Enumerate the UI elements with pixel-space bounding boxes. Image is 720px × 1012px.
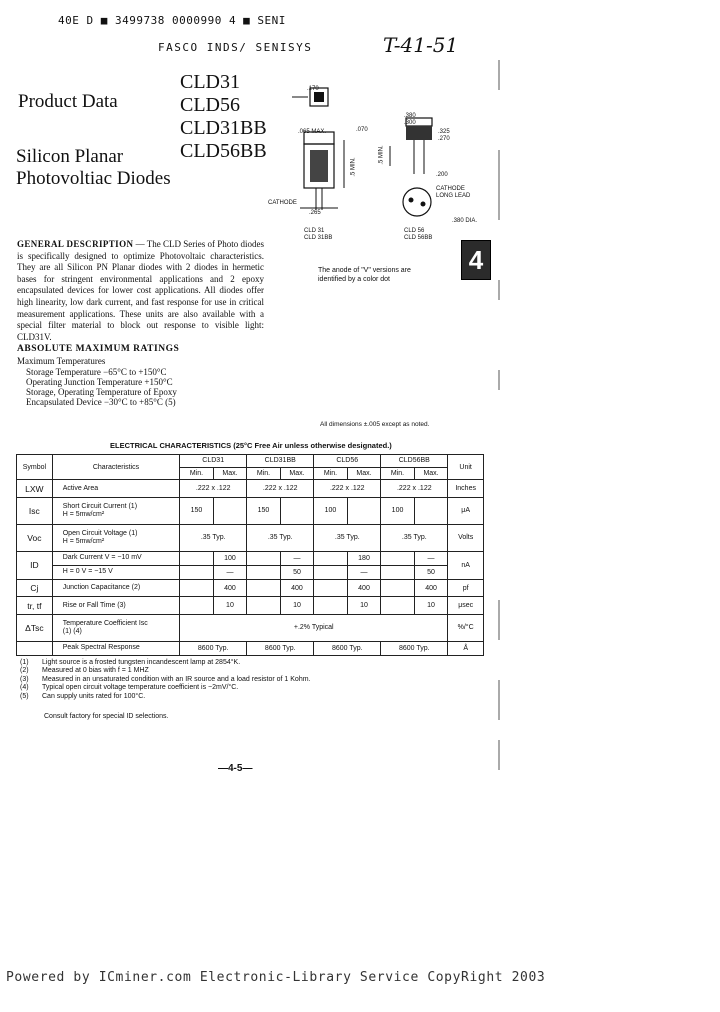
part-label: CLD 31: [304, 228, 325, 234]
cell-symbol: Voc: [17, 524, 53, 551]
table-row: [17, 524, 484, 551]
dim-label: .265: [309, 210, 321, 216]
cell-value: 50: [414, 565, 448, 579]
footnote-number: (5): [20, 692, 29, 700]
table-row: [17, 565, 484, 579]
cell-value: .222 x .122: [180, 480, 247, 497]
footnote: [20, 684, 311, 692]
cell-value: 180: [347, 551, 381, 565]
cell-value: —: [347, 565, 381, 579]
rating-row: Storage Temperature −65°C to +150°C: [26, 367, 167, 377]
dim-label: .200: [436, 172, 448, 178]
cell-symbol: ID: [17, 551, 53, 579]
footnotes: [20, 659, 311, 701]
cell-unit: μA: [448, 497, 484, 524]
cell-value: 10: [347, 597, 381, 614]
header-min: Min.: [314, 467, 347, 480]
part-label: CLD 31BB: [304, 235, 333, 241]
general-description-text: — The CLD Series of Photo diodes is specifically designed to optimize Photovoltaic characteristics. They are all Silicon PN Planar diodes with 2 diodes in hermetic bases for stringent environmental applications and 2 epoxy encapsulated devices for lower cost applications. All diodes offer high linearity, low dark current, and fast response for use in critical measurement applications. These units are also available with a special filter material to block out response to visible light: CLD31V.: [17, 239, 265, 342]
part-number: CLD31: [180, 71, 240, 93]
dim-label: .070: [356, 127, 368, 133]
cell-unit: Volts: [448, 524, 484, 551]
table-row: [17, 597, 484, 614]
dim-label: .5 MIN.: [350, 157, 357, 177]
header-group: CLD31BB: [247, 455, 314, 468]
table-row: [17, 480, 484, 497]
document-title-line-1: Silicon Planar: [16, 146, 124, 167]
cell-symbol: tr, tf: [17, 597, 53, 614]
cell-symbol: Cj: [17, 579, 53, 596]
footnote-text: Typical open circuit voltage temperature coefficient is −2mV/°C.: [42, 684, 239, 692]
cell-value: 400: [414, 579, 448, 596]
electrical-characteristics-table: [16, 454, 484, 656]
cell-value: 100: [213, 551, 247, 565]
part-number: CLD31BB: [180, 117, 267, 139]
header-min: Min.: [247, 467, 280, 480]
rating-row: Encapsulated Device −30°C to +85°C (5): [26, 397, 176, 407]
product-data-label: Product Data: [18, 91, 118, 112]
ratings-heading: ABSOLUTE MAXIMUM RATINGS: [17, 344, 180, 354]
part-number: CLD56BB: [180, 140, 267, 162]
footnote-text: Light source is a frosted tungsten incandescent lamp at 2854°K.: [42, 659, 241, 666]
cell-unit: pf: [448, 579, 484, 596]
cld56-package-drawing: [380, 110, 480, 230]
footnote: [20, 693, 311, 701]
cell-value: 10: [414, 597, 448, 614]
footnote: [20, 667, 311, 675]
cell-value: 50: [280, 565, 314, 579]
footnote: [20, 676, 311, 684]
rating-row: Operating Junction Temperature +150°C: [26, 377, 173, 387]
dim-label: .5 MIN.: [378, 145, 385, 165]
cell-unit: μsec: [448, 597, 484, 614]
characteristic-line: H = 5mw/cm²: [62, 537, 105, 545]
header-group: CLD56: [314, 455, 381, 468]
cell-value: .35 Typ.: [247, 524, 314, 551]
scan-margin-marks: [494, 0, 504, 770]
footnote-number: (1): [20, 659, 29, 666]
dimensions-note: All dimensions ±.005 except as noted.: [320, 421, 430, 428]
table-row: [17, 579, 484, 596]
handwritten-note: T-41-51: [383, 33, 459, 57]
header-max: Max.: [414, 467, 448, 480]
cell-unit: %/°C: [448, 614, 484, 641]
characteristic-line: Temperature Coefficient Isc: [62, 619, 148, 627]
footnote-number: (4): [20, 684, 29, 692]
dim-label: .325: [438, 129, 450, 135]
dim-label: .380: [404, 113, 416, 119]
cell-value: 100: [314, 497, 347, 524]
header-max: Max.: [280, 467, 314, 480]
cell-value: .35 Typ.: [381, 524, 448, 551]
characteristic-line: Open Circuit Voltage (1): [62, 529, 138, 537]
footnote-text: Measured in an unsaturated condition with an IR source and a load resistor of 1 Kohm.: [42, 675, 311, 683]
cell-value: .222 x .122: [314, 480, 381, 497]
dim-label: .380 DIA.: [452, 218, 478, 224]
cell-characteristic: Active Area: [52, 480, 179, 497]
cell-value: 8600 Typ.: [314, 641, 381, 655]
cell-value: —: [280, 551, 314, 565]
dim-label: .065 MAX.: [298, 129, 327, 135]
header-characteristics: Characteristics: [52, 455, 179, 480]
cell-value: —: [414, 551, 448, 565]
part-label: CLD 56BB: [404, 235, 433, 241]
header-group: CLD56BB: [381, 455, 448, 468]
cell-characteristic: [52, 524, 179, 551]
footnote: [20, 659, 311, 667]
cell-characteristic: Junction Capacitance (2): [52, 579, 179, 596]
cld31-package-drawing: [270, 80, 390, 240]
cell-value: .222 x .122: [247, 480, 314, 497]
cell-unit: Å: [448, 641, 484, 655]
table-title: ELECTRICAL CHARACTERISTICS (25°C Free Air unless otherwise designated.): [110, 441, 392, 450]
footnote-number: (3): [20, 675, 29, 683]
header-symbol: Symbol: [17, 455, 53, 480]
cell-value: 100: [381, 497, 414, 524]
cell-unit: Inches: [448, 480, 484, 497]
table-row: [17, 551, 484, 565]
dim-label: .300: [404, 120, 416, 126]
characteristic-line: (1) (4): [62, 627, 82, 635]
cathode-label: LONG LEAD: [436, 193, 471, 199]
cell-value: —: [213, 565, 247, 579]
dim-label: .170: [307, 86, 319, 92]
cell-symbol: ΔTsc: [17, 614, 53, 641]
cell-unit: nA: [448, 551, 484, 579]
cell-value: 8600 Typ.: [247, 641, 314, 655]
cell-value: .35 Typ.: [314, 524, 381, 551]
table-header-row: [17, 455, 484, 468]
cell-value: .222 x .122: [381, 480, 448, 497]
footnote-text: Can supply units rated for 100°C.: [42, 692, 146, 700]
section-badge: [461, 240, 491, 280]
part-number-list: [180, 71, 267, 163]
cell-value: 8600 Typ.: [180, 641, 247, 655]
cell-characteristic: H = 0 V = −15 V: [52, 565, 179, 579]
cell-value: .35 Typ.: [180, 524, 247, 551]
anode-note: The anode of "V" versions are identified by a color dot: [318, 267, 411, 283]
general-description: [17, 239, 264, 343]
table-row: [17, 614, 484, 641]
cathode-label: CATHODE: [268, 200, 297, 206]
cell-value: 10: [280, 597, 314, 614]
table-row: [17, 497, 484, 524]
header-min: Min.: [381, 467, 414, 480]
header-code-line: 40E D ■ 3499738 0000990 4 ■ SENI: [58, 14, 286, 27]
cell-value: 150: [247, 497, 280, 524]
cell-characteristic: [52, 614, 179, 641]
cell-characteristic: Rise or Fall Time (3): [52, 597, 179, 614]
cell-characteristic: [52, 497, 179, 524]
cell-value: 400: [347, 579, 381, 596]
ratings-subheading: Maximum Temperatures: [17, 356, 106, 366]
characteristic-line: Short Circuit Current (1): [62, 502, 138, 510]
footnote-number: (2): [20, 667, 29, 675]
badge-label: 4: [468, 245, 484, 275]
header-company: FASCO INDS/ SENISYS: [158, 41, 313, 54]
header-max: Max.: [213, 467, 247, 480]
cell-value: 400: [280, 579, 314, 596]
part-label: CLD 56: [404, 228, 425, 234]
header-min: Min.: [180, 467, 213, 480]
footnote-text: Measured at 0 bias with f = 1 MHZ: [42, 667, 149, 675]
page-number: —4-5—: [218, 763, 253, 774]
header-max: Max.: [347, 467, 381, 480]
part-number: CLD56: [180, 94, 240, 116]
document-title-line-2: Photovoltiac Diodes: [16, 168, 171, 189]
header-unit: Unit: [448, 455, 484, 480]
cell-value: 8600 Typ.: [381, 641, 448, 655]
dim-label: .270: [438, 136, 450, 142]
header-group: CLD31: [180, 455, 247, 468]
cathode-label: CATHODE: [436, 186, 465, 192]
cell-value: 400: [213, 579, 247, 596]
cell-value: 10: [213, 597, 247, 614]
general-description-heading: GENERAL DESCRIPTION: [17, 239, 134, 249]
cell-characteristic: Peak Spectral Response: [52, 641, 179, 655]
powered-by-footer: Powered by ICminer.com Electronic-Library Service CopyRight 2003: [6, 970, 546, 985]
cell-value: +.2% Typical: [180, 614, 448, 641]
table-row: [17, 641, 484, 655]
cell-symbol: LXW: [17, 480, 53, 497]
rating-row: Storage, Operating Temperature of Epoxy: [26, 387, 177, 397]
cell-value: 150: [180, 497, 213, 524]
consult-note: Consult factory for special ID selections.: [44, 713, 169, 720]
cell-symbol: Isc: [17, 497, 53, 524]
characteristic-line: H = 5mw/cm²: [62, 510, 105, 518]
cell-characteristic: Dark Current V = −10 mV: [52, 551, 179, 565]
